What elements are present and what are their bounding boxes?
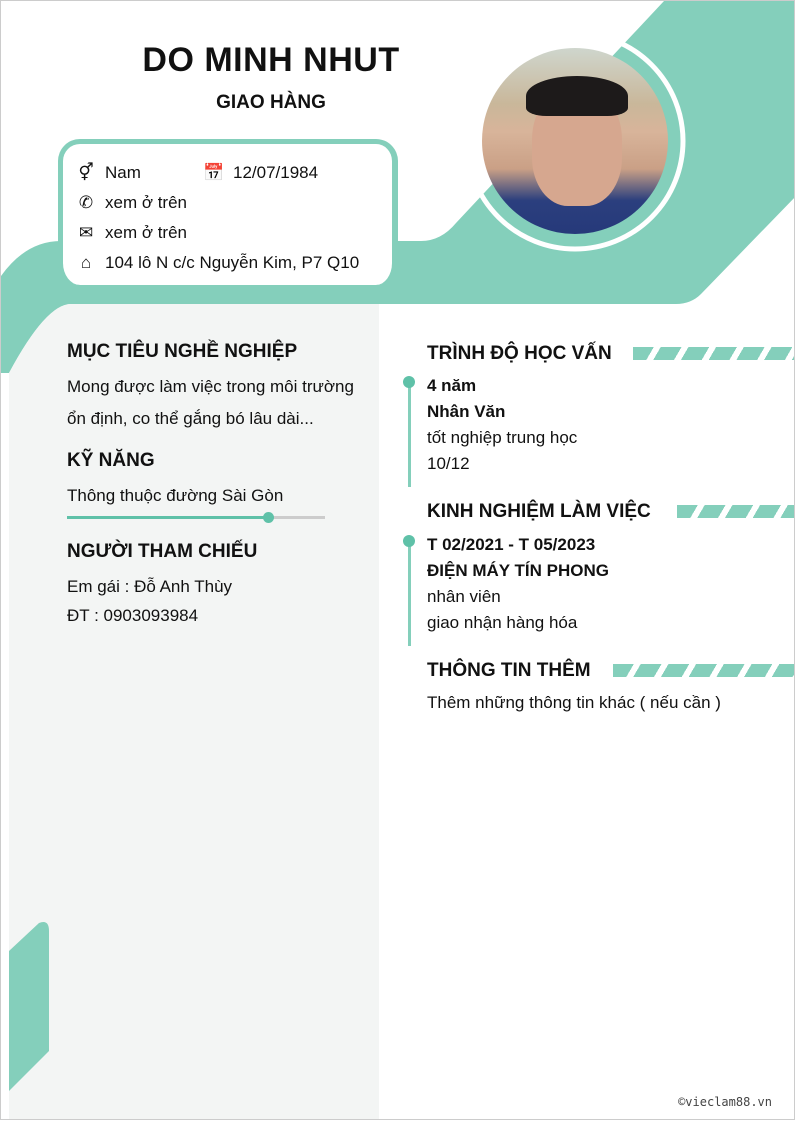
calendar-icon: 📅	[203, 163, 225, 182]
experience-company: ĐIỆN MÁY TÍN PHONG	[427, 561, 609, 580]
experience-description: giao nhận hàng hóa	[427, 613, 578, 632]
phone: xem ở trên	[105, 193, 188, 212]
objective-line-2: ổn định, co thể gắng bó lâu dài...	[67, 409, 314, 428]
email-icon: ✉	[78, 223, 94, 242]
education-grade: 10/12	[427, 454, 470, 473]
references-title: NGƯỜI THAM CHIẾU	[67, 541, 258, 562]
timeline-dot	[403, 376, 415, 388]
reference-name: Em gái : Đỗ Anh Thùy	[67, 577, 233, 596]
email: xem ở trên	[105, 223, 188, 242]
section-stripe	[633, 347, 795, 360]
extra-title: THÔNG TIN THÊM	[427, 660, 591, 681]
job-title: GIAO HÀNG	[216, 92, 326, 113]
timeline-line	[408, 541, 411, 646]
timeline-dot	[403, 535, 415, 547]
timeline-line	[408, 381, 411, 487]
skill-level-bar	[67, 516, 325, 519]
profile-photo	[482, 48, 668, 234]
objective-line-1: Mong được làm việc trong môi trường	[67, 377, 354, 396]
education-school: Nhân Văn	[427, 402, 506, 421]
skill-name: Thông thuộc đường Sài Gòn	[67, 486, 284, 505]
education-duration: 4 năm	[427, 376, 477, 395]
contact-card	[58, 139, 398, 285]
education-title: TRÌNH ĐỘ HỌC VẤN	[427, 343, 612, 364]
section-stripe	[613, 664, 795, 677]
skills-title: KỸ NĂNG	[67, 450, 155, 471]
gender-icon: ⚥	[78, 163, 94, 182]
education-degree: tốt nghiệp trung học	[427, 428, 578, 447]
experience-position: nhân viên	[427, 587, 501, 606]
section-stripe	[677, 505, 795, 518]
objective-title: MỤC TIÊU NGHỀ NGHIỆP	[67, 341, 298, 362]
candidate-name: DO MINH NHUT	[142, 41, 400, 79]
experience-period: T 02/2021 - T 05/2023	[427, 535, 596, 554]
watermark: ©vieclam88.vn	[678, 1095, 772, 1109]
gender: Nam	[105, 163, 141, 182]
experience-title: KINH NGHIỆM LÀM VIỆC	[427, 501, 651, 522]
phone-icon: ✆	[78, 193, 94, 212]
reference-phone: ĐT : 0903093984	[67, 606, 199, 625]
address: 104 lô N c/c Nguyễn Kim, P7 Q10	[105, 253, 360, 272]
birthday: 12/07/1984	[233, 163, 319, 182]
extra-text: Thêm những thông tin khác ( nếu cần )	[427, 693, 721, 712]
home-icon: ⌂	[80, 253, 92, 272]
